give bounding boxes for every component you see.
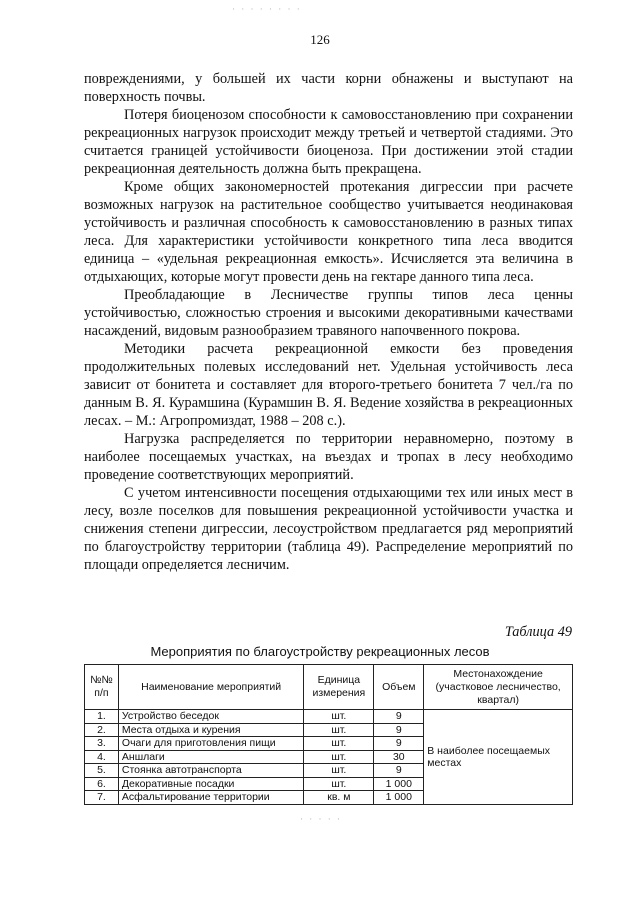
row-volume: 1 000	[374, 777, 424, 791]
row-name: Стоянка автотранспорта	[118, 764, 303, 778]
row-unit: шт.	[304, 737, 374, 751]
row-num: 3.	[85, 737, 119, 751]
row-unit: шт.	[304, 750, 374, 764]
row-volume: 1 000	[374, 791, 424, 805]
paragraph-4: Преобладающие в Лесничестве группы типов леса ценны устойчивостью, сложностью строения и высокими декоративными качествами насаждений, видовым разнообразием травяного напочвенного покрова.	[84, 287, 573, 339]
scan-noise-bottom: · · · · ·	[300, 814, 342, 824]
row-name: Аншлаги	[118, 750, 303, 764]
row-name: Асфальтирование территории	[118, 791, 303, 805]
page-number: 126	[310, 32, 330, 47]
row-volume: 9	[374, 764, 424, 778]
row-unit: шт.	[304, 710, 374, 724]
header-volume: Объем	[374, 665, 424, 710]
row-unit: кв. м	[304, 791, 374, 805]
body-text	[84, 70, 573, 574]
paragraph-3: Кроме общих закономерностей протекания дигрессии при расчете возможных нагрузок на растительное сообщество учитывается неодинаковая устойчивость и различная способность к самовосстановлению в разных типах леса. Для характеристики устойчивости конкретного типа леса вводится единица – «удельная рекреационная емкость». Исчисляется эта величина в отдыхающих, которые могут провести день на гектаре данного типа леса.	[84, 179, 573, 285]
header-location: Местонахождение (участковое лесничество, квартал)	[424, 665, 573, 710]
paragraph-1: повреждениями, у большей их части корни обнажены и выступают на поверхность почвы.	[84, 71, 573, 105]
row-volume: 9	[374, 723, 424, 737]
paragraph-7: С учетом интенсивности посещения отдыхающими тех или иных мест в лесу, возле поселков для повышения рекреационной устойчивости участка и снижения степени дигрессии, лесоустройством предлагается ряд мероприятий по благоустройству территории (таблица 49). Распределение мероприятий по площади определяется лесничим.	[84, 485, 573, 573]
row-num: 7.	[85, 791, 119, 805]
row-num: 1.	[85, 710, 119, 724]
row-name: Устройство беседок	[118, 710, 303, 724]
row-name: Декоративные посадки	[118, 777, 303, 791]
paragraph-5: Методики расчета рекреационной емкости без проведения продолжительных полевых исследований нет. Удельная устойчивость леса зависит от бонитета и составляет для второго-третьего бонитета 7 чел./га по данным В. Я. Курамшина (Курамшин В. Я. Ведение хозяйства в рекреационных лесах. – М.: Агропромиздат, 1988 – 208 с.).	[84, 341, 573, 429]
row-unit: шт.	[304, 764, 374, 778]
row-volume: 30	[374, 750, 424, 764]
measures-table	[84, 664, 573, 805]
paragraph-6: Нагрузка распределяется по территории неравномерно, поэтому в наиболее посещаемых участках, на въездах и тропах в лесу необходимо проведение соответствующих мероприятий.	[84, 431, 573, 483]
row-num: 5.	[85, 764, 119, 778]
header-name: Наименование мероприятий	[118, 665, 303, 710]
row-unit: шт.	[304, 723, 374, 737]
row-volume: 9	[374, 710, 424, 724]
header-unit: Единица измерения	[304, 665, 374, 710]
row-volume: 9	[374, 737, 424, 751]
table-row	[85, 710, 573, 724]
scan-noise-top: · · · · · · · ·	[232, 4, 302, 14]
header-num: №№ п/п	[85, 665, 119, 710]
row-unit: шт.	[304, 777, 374, 791]
table-header-row	[85, 665, 573, 710]
row-num: 6.	[85, 777, 119, 791]
row-name: Места отдыха и курения	[118, 723, 303, 737]
row-num: 4.	[85, 750, 119, 764]
location-cell: В наиболее посещаемых местах	[424, 710, 573, 805]
paragraph-2: Потеря биоценозом способности к самовосстановлению при сохранении рекреационных нагрузок происходит между третьей и четвертой стадиями. Это считается границей устойчивости биоценоза. При достижении этой стадии рекреационная деятельность должна быть прекращена.	[84, 107, 573, 177]
row-num: 2.	[85, 723, 119, 737]
row-name: Очаги для приготовления пищи	[118, 737, 303, 751]
table-title: Мероприятия по благоустройству рекреационных лесов	[150, 644, 490, 659]
table-caption: Таблица 49	[504, 624, 572, 640]
